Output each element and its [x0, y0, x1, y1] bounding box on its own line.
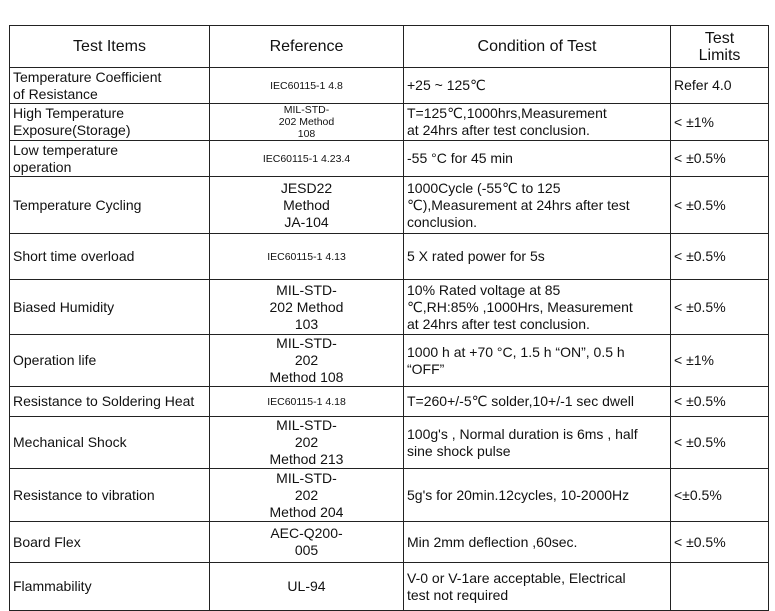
- limits-cell: < ±0.5%: [671, 417, 769, 469]
- table-row: [10, 522, 769, 563]
- reference-cell: MIL-STD- 202 Method 213: [210, 417, 404, 469]
- test-item-cell: Resistance to vibration: [10, 469, 210, 522]
- header-reference: Reference: [210, 26, 404, 68]
- table-row: [10, 563, 769, 611]
- reference-cell: MIL-STD- 202 Method 103: [210, 280, 404, 335]
- header-test-items: Test Items: [10, 26, 210, 68]
- reference-cell: UL-94: [210, 563, 404, 611]
- test-item-cell: Temperature Cycling: [10, 177, 210, 234]
- limits-cell: < ±0.5%: [671, 522, 769, 563]
- test-item-cell: Flammability: [10, 563, 210, 611]
- table-row: [10, 141, 769, 177]
- test-item-cell: Temperature Coefficient of Resistance: [10, 68, 210, 104]
- reference-cell: IEC60115-1 4.18: [210, 387, 404, 417]
- limits-cell: < ±0.5%: [671, 177, 769, 234]
- limits-cell: < ±0.5%: [671, 280, 769, 335]
- condition-cell: T=260+/-5℃ solder,10+/-1 sec dwell: [404, 387, 671, 417]
- reference-cell: IEC60115-1 4.13: [210, 234, 404, 280]
- table-row: [10, 387, 769, 417]
- test-item-cell: Operation life: [10, 335, 210, 387]
- limits-cell: < ±0.5%: [671, 234, 769, 280]
- table-row: [10, 68, 769, 104]
- condition-cell: T=125℃,1000hrs,Measurement at 24hrs after test conclusion.: [404, 104, 671, 141]
- limits-cell: < ±0.5%: [671, 387, 769, 417]
- reference-cell: MIL-STD- 202 Method 204: [210, 469, 404, 522]
- table-row: [10, 335, 769, 387]
- condition-cell: 1000 h at +70 °C, 1.5 h “ON”, 0.5 h “OFF”: [404, 335, 671, 387]
- table-row: [10, 469, 769, 522]
- reference-cell: IEC60115-1 4.23.4: [210, 141, 404, 177]
- header-row: [10, 26, 769, 68]
- reference-cell: AEC-Q200- 005: [210, 522, 404, 563]
- limits-cell: < ±0.5%: [671, 141, 769, 177]
- test-spec-table: [9, 25, 769, 611]
- table-row: [10, 177, 769, 234]
- table-body: [10, 68, 769, 611]
- test-item-cell: Short time overload: [10, 234, 210, 280]
- condition-cell: 100g's , Normal duration is 6ms , half sine shock pulse: [404, 417, 671, 469]
- test-item-cell: Resistance to Soldering Heat: [10, 387, 210, 417]
- table-row: [10, 234, 769, 280]
- test-item-cell: Mechanical Shock: [10, 417, 210, 469]
- condition-cell: +25 ~ 125℃: [404, 68, 671, 104]
- condition-cell: 10% Rated voltage at 85 ℃,RH:85% ,1000Hrs, Measurement at 24hrs after test conclusion.: [404, 280, 671, 335]
- condition-cell: -55 °C for 45 min: [404, 141, 671, 177]
- limits-cell: < ±1%: [671, 104, 769, 141]
- table-row: [10, 417, 769, 469]
- reference-cell: MIL-STD- 202 Method 108: [210, 104, 404, 141]
- table-row: [10, 280, 769, 335]
- condition-cell: 5 X rated power for 5s: [404, 234, 671, 280]
- header-condition: Condition of Test: [404, 26, 671, 68]
- limits-cell: [671, 563, 769, 611]
- test-item-cell: Low temperature operation: [10, 141, 210, 177]
- table-row: [10, 104, 769, 141]
- header-test-limits: Test Limits: [671, 26, 769, 68]
- reference-cell: MIL-STD- 202 Method 108: [210, 335, 404, 387]
- test-item-cell: Biased Humidity: [10, 280, 210, 335]
- condition-cell: V-0 or V-1are acceptable, Electrical test not required: [404, 563, 671, 611]
- test-item-cell: Board Flex: [10, 522, 210, 563]
- condition-cell: Min 2mm deflection ,60sec.: [404, 522, 671, 563]
- reference-cell: JESD22 Method JA-104: [210, 177, 404, 234]
- limits-cell: Refer 4.0: [671, 68, 769, 104]
- limits-cell: < ±1%: [671, 335, 769, 387]
- condition-cell: 1000Cycle (-55℃ to 125 ℃),Measurement at 24hrs after test conclusion.: [404, 177, 671, 234]
- limits-cell: <±0.5%: [671, 469, 769, 522]
- condition-cell: 5g's for 20min.12cycles, 10-2000Hz: [404, 469, 671, 522]
- test-item-cell: High Temperature Exposure(Storage): [10, 104, 210, 141]
- reference-cell: IEC60115-1 4.8: [210, 68, 404, 104]
